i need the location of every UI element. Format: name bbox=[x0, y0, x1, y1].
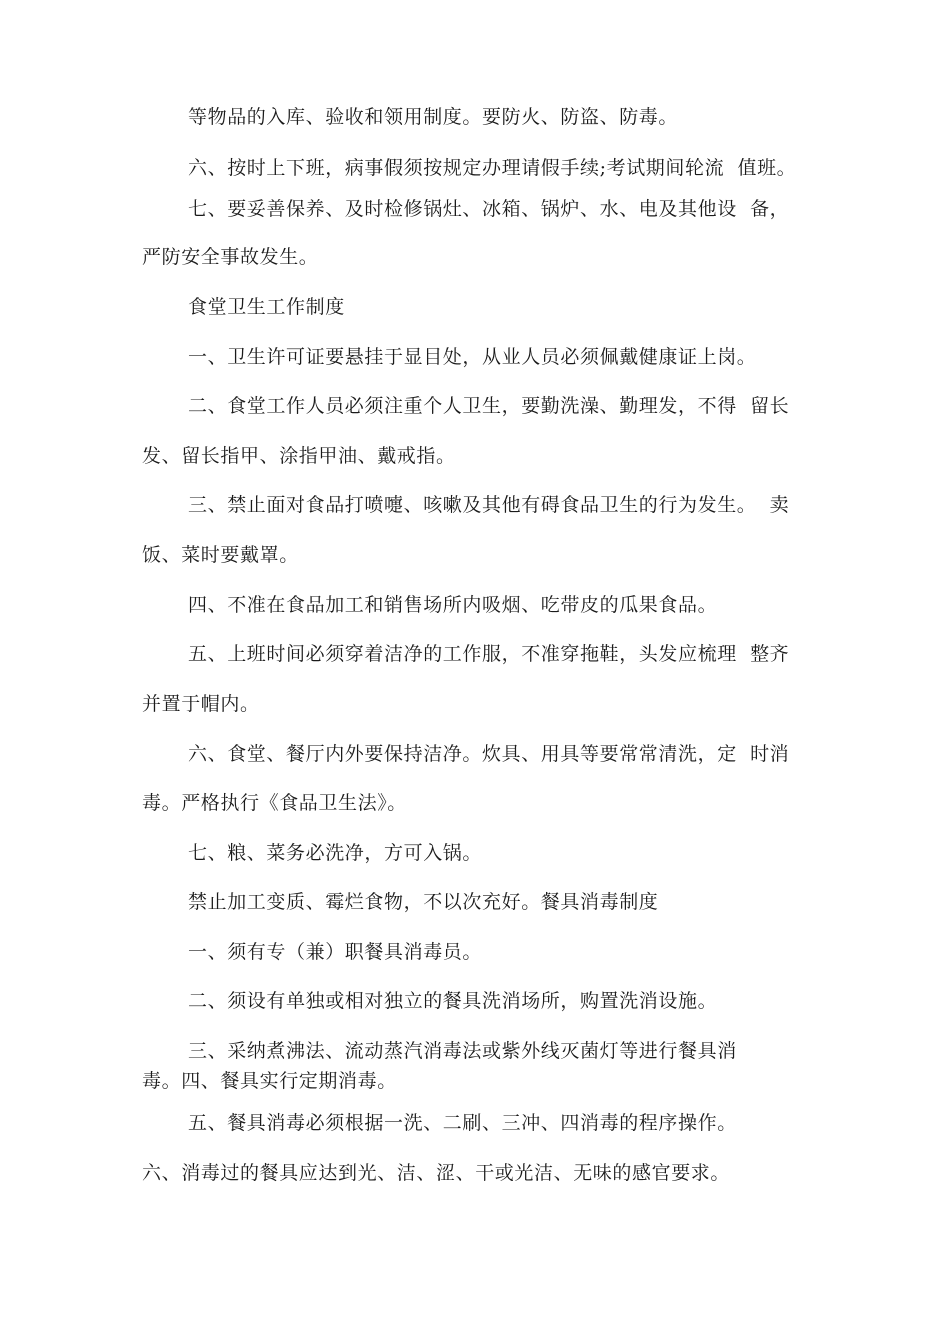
text-line: 三、禁止面对食品打喷嚏、咳嗽及其他有碍食品卫生的行为发生。 卖 bbox=[188, 494, 790, 516]
text-line: 毒。四、餐具实行定期消毒。 bbox=[142, 1070, 397, 1092]
text-line: 严防安全事故发生。 bbox=[142, 246, 319, 268]
text-line: 一、须有专（兼）职餐具消毒员。 bbox=[188, 941, 483, 963]
section-heading: 食堂卫生工作制度 bbox=[188, 296, 345, 318]
text-line: 五、上班时间必须穿着洁净的工作服，不准穿拖鞋，头发应梳理 整齐 bbox=[188, 643, 790, 665]
text-line: 毒。严格执行《食品卫生法》。 bbox=[142, 792, 407, 814]
text-line: 二、须设有单独或相对独立的餐具洗消场所，购置洗消设施。 bbox=[188, 990, 718, 1012]
text-line: 六、食堂、餐厅内外要保持洁净。炊具、用具等要常常清洗，定 时消 bbox=[188, 743, 790, 765]
text-line: 等物品的入库、验收和领用制度。要防火、防盗、防毒。 bbox=[188, 106, 679, 128]
text-line: 六、按时上下班，病事假须按规定办理请假手续;考试期间轮流 值班。 bbox=[188, 157, 797, 179]
text-line: 五、餐具消毒必须根据一洗、二刷、三冲、四消毒的程序操作。 bbox=[188, 1112, 737, 1134]
text-line: 六、消毒过的餐具应达到光、洁、涩、干或光洁、无味的感官要求。 bbox=[142, 1162, 731, 1184]
text-line: 并置于帽内。 bbox=[142, 693, 260, 715]
text-line: 七、要妥善保养、及时检修锅灶、冰箱、锅炉、水、电及其他设 备， bbox=[188, 198, 790, 220]
text-line: 饭、菜时要戴罩。 bbox=[142, 544, 299, 566]
text-line: 七、粮、菜务必洗净，方可入锅。 bbox=[188, 842, 483, 864]
text-line: 三、采纳煮沸法、流动蒸汽消毒法或紫外线灭菌灯等进行餐具消 bbox=[188, 1040, 737, 1062]
text-line: 禁止加工变质、霉烂食物，不以次充好。餐具消毒制度 bbox=[188, 891, 659, 913]
text-line: 二、食堂工作人员必须注重个人卫生，要勤洗澡、勤理发，不得 留长 bbox=[188, 395, 790, 417]
text-line: 一、卫生许可证要悬挂于显目处，从业人员必须佩戴健康证上岗。 bbox=[188, 346, 757, 368]
text-line: 发、留长指甲、涂指甲油、戴戒指。 bbox=[142, 445, 456, 467]
text-line: 四、不准在食品加工和销售场所内吸烟、吃带皮的瓜果食品。 bbox=[188, 594, 718, 616]
